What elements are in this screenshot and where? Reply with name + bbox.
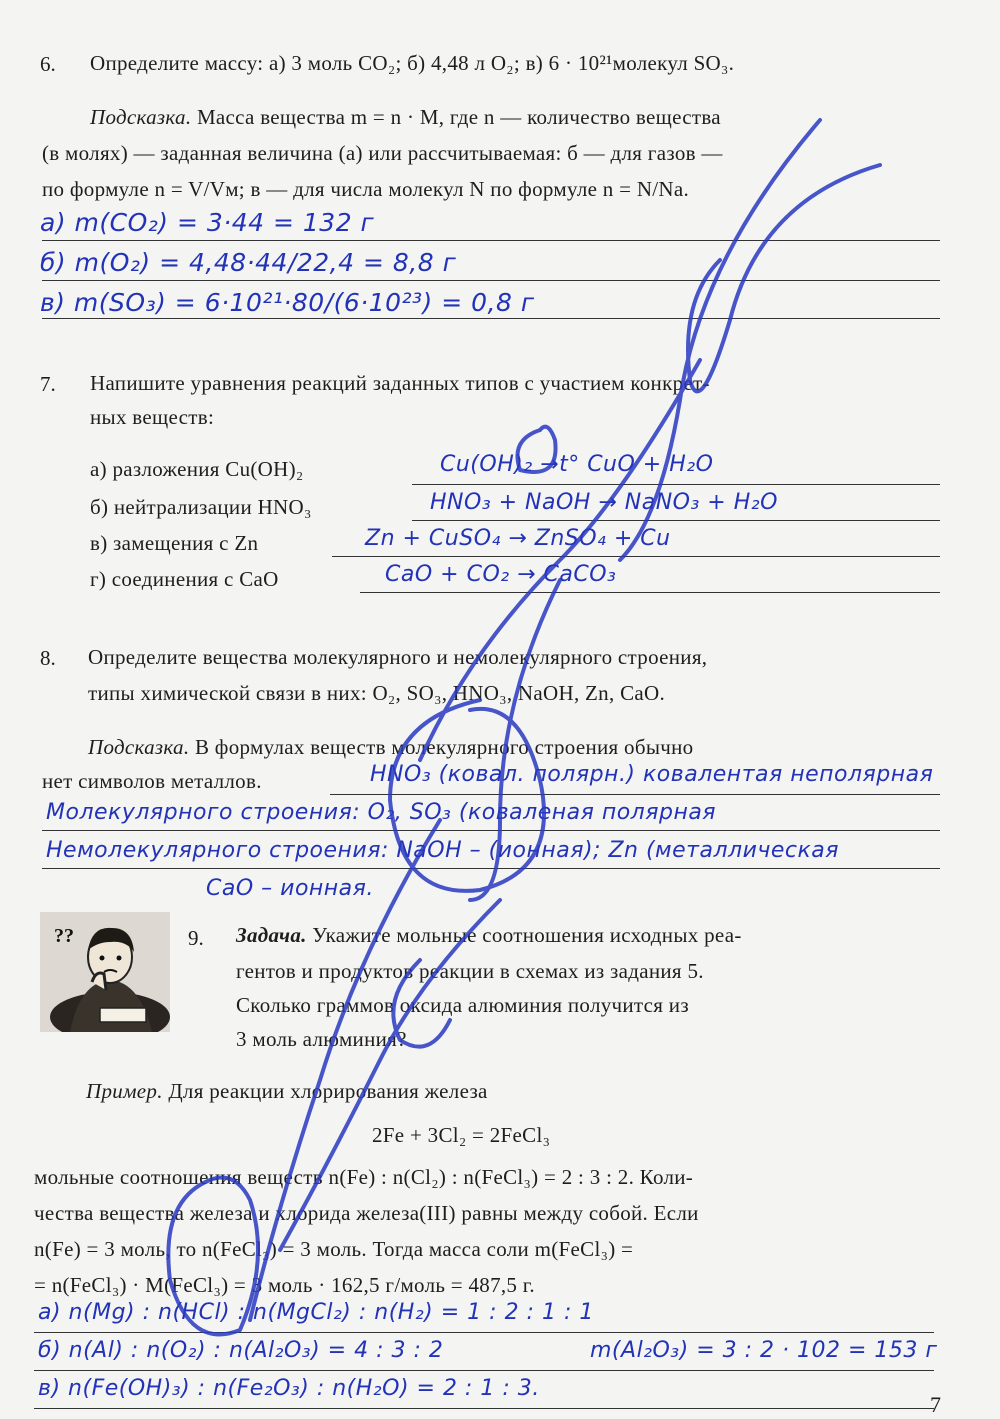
- task9-text-line4: 3 моль алюминия?: [236, 1027, 407, 1051]
- task6-text: Определите массу: а) 3 моль CO₂; б) 4,48 л O₂; в) 6 · 10²¹молекул SO₃.: [90, 51, 735, 75]
- task6-hint-line2: (в молях) — заданная величина (а) или рассчитываемая: б — для газов —: [42, 141, 723, 165]
- task7-answer-b: HNO₃ + NaOH → NaNO₃ + H₂O: [430, 490, 778, 515]
- task7-item-a-label: а) разложения Cu(OH)₂: [90, 457, 304, 481]
- task9-paragraph-line4: = n(FeCl₃) · M(FeCl₃) = 3 моль · 162,5 г/моль = 487,5 г.: [34, 1273, 535, 1297]
- task6-answer-b: б) m(O₂) = 4,48·44/22,4 = 8,8 г: [40, 248, 457, 277]
- task9-paragraph-line1: мольные соотношения веществ n(Fe) : n(Cl₂) : n(FeCl₃) = 2 : 3 : 2. Коли-: [34, 1165, 694, 1189]
- task9-answer-c: в) n(Fe(OH)₃) : n(Fe₂O₃) : n(H₂O) = 2 : 1 : 3.: [38, 1376, 540, 1401]
- task6-number: 6.: [40, 52, 56, 76]
- task9-equation: 2Fe + 3Cl₂ = 2FeCl₃: [372, 1123, 551, 1147]
- hint-line: Масса вещества m = n · M, где n — количество вещества: [196, 105, 721, 129]
- task7-text-line2: ных веществ:: [90, 405, 215, 429]
- task8-answer-2: Молекулярного строения: O₂, SO₃ (коваленая полярная: [46, 800, 717, 825]
- task8-hint-line2: нет символов металлов.: [42, 769, 262, 793]
- svg-text:??: ??: [54, 925, 74, 947]
- page-number: 7: [930, 1392, 941, 1417]
- task7-number: 7.: [40, 372, 56, 396]
- task9-paragraph-line3: n(Fe) = 3 моль, то n(FeCl₃) = 3 моль. Тогда масса соли m(FeCl₃) =: [34, 1237, 634, 1261]
- task9-number: 9.: [188, 926, 204, 950]
- task7-text-line1: Напишите уравнения реакций заданных типов с участием конкрет-: [90, 371, 710, 395]
- example-label: Пример.: [86, 1079, 163, 1103]
- task8-answer-3: Немолекулярного строения: NaOH – (ионная); Zn (металлическая: [46, 838, 840, 863]
- task9-label: Задача.: [236, 923, 307, 947]
- task9-paragraph-line2: чества вещества железа и хлорида железа(III) равны между собой. Если: [34, 1201, 699, 1225]
- task7-item-c-label: в) замещения с Zn: [90, 531, 259, 555]
- task7-answer-c: Zn + CuSO₄ → ZnSO₄ + Cu: [365, 526, 671, 551]
- example-line: Для реакции хлорирования железа: [168, 1079, 488, 1103]
- task7-item-d-label: г) соединения с CaO: [90, 567, 279, 591]
- task9-answer-b: б) n(Al) : n(O₂) : n(Al₂O₃) = 4 : 3 : 2: [38, 1338, 444, 1363]
- hint-label: Подсказка.: [90, 105, 192, 129]
- task6-hint-line3: по формуле n = V/Vм; в — для числа молекул N по формуле n = N/Nа.: [42, 177, 690, 201]
- task6-answer-c: в) m(SO₃) = 6·10²¹·80/(6·10²³) = 0,8 г: [40, 288, 535, 317]
- hint-line: В формулах веществ молекулярного строения обычно: [194, 735, 694, 759]
- task8-text-line1: Определите вещества молекулярного и немолекулярного строения,: [88, 645, 708, 669]
- task6-answer-a: а) m(CO₂) = 3·44 = 132 г: [40, 208, 375, 237]
- task9-answer-a: а) n(Mg) : n(HCl) : n(MgCl₂) : n(H₂) = 1 : 2 : 1 : 1: [38, 1300, 594, 1325]
- task8-text-line2: типы химической связи в них: O₂, SO₃, HNO₃, NaOH, Zn, CaO.: [88, 681, 666, 705]
- task7-item-b-label: б) нейтрализации HNO₃: [90, 495, 312, 519]
- task7-answer-d: CaO + CO₂ → CaCO₃: [385, 562, 617, 587]
- task7-answer-a: Cu(OH)₂ →t° CuO + H₂O: [440, 452, 714, 477]
- task8-answer-1: HNO₃ (ковал. полярн.) ковалентая неполярная: [370, 762, 934, 787]
- task9-text-line3: Сколько граммов оксида алюминия получится из: [236, 993, 689, 1017]
- hint-label: Подсказка.: [88, 735, 190, 759]
- task9-answer-mass: m(Al₂O₃) = 3 : 2 · 102 = 153 г: [590, 1338, 938, 1363]
- task9-text-line2: гентов и продуктов реакции в схемах из задания 5.: [236, 959, 704, 983]
- task9-line: Укажите мольные соотношения исходных реа-: [312, 923, 742, 947]
- task8-number: 8.: [40, 646, 56, 670]
- task8-answer-4: CaO – ионная.: [206, 876, 374, 901]
